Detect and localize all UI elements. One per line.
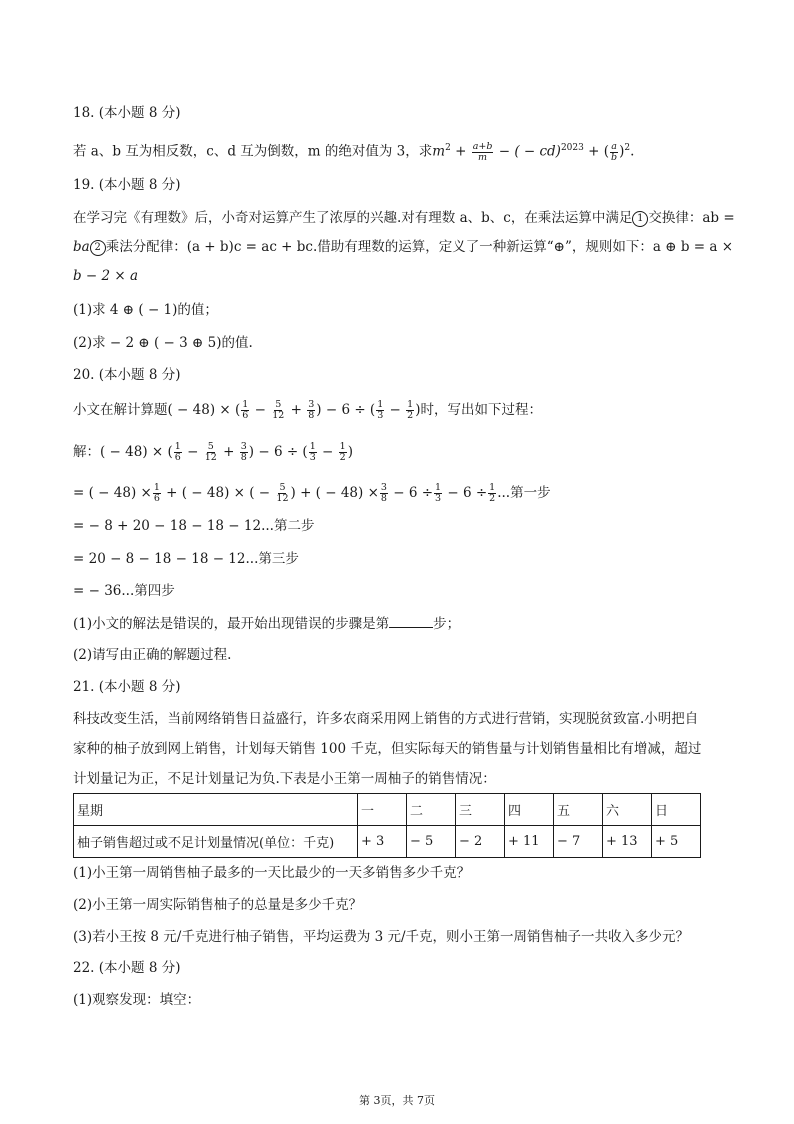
frac-1-3: $\frac{1}{3}$ xyxy=(309,441,316,463)
q20-intro-a: 小文在解计算题( − 48) × ( xyxy=(73,402,241,418)
table-row xyxy=(74,794,701,826)
table-cell: 三 xyxy=(456,794,505,826)
q21-sub3: (3)若小王按 8 元/千克进行柚子销售，平均运费为 3 元/千克，则小王第一周销售柚子一共收入多少元？ xyxy=(73,929,690,945)
q19-sub2: (2)求 − 2 ⊕ ( − 3 ⊕ 5)的值. xyxy=(73,335,253,351)
frac-5-12: $\frac{5}{12}$ xyxy=(276,482,289,504)
table-row xyxy=(74,826,701,858)
frac-1-2: $\frac{1}{2}$ xyxy=(489,482,496,504)
q20-step1 xyxy=(73,483,551,504)
q20-sol-minus: − xyxy=(182,444,203,460)
q21-para3: 计划量记为正，不足计划量记为负.下表是小王第一周柚子的销售情况： xyxy=(73,771,496,787)
q20-intro-minus: − xyxy=(385,402,406,418)
q18-expr3: + ( xyxy=(583,143,610,160)
frac-5-12: $\frac{5}{12}$ xyxy=(204,441,217,463)
frac-1-6: $\frac{1}{6}$ xyxy=(174,441,181,463)
q20-intro-d: ) − 6 ÷ ( xyxy=(316,402,376,418)
q18-expr2: − ( − cd) xyxy=(494,143,561,160)
table-cell: + 3 xyxy=(358,826,407,858)
q21-para1: 科技改变生活，当前网络销售日益盛行，许多农商采用网上销售的方式进行营销，实现脱贫致富.小明把自 xyxy=(73,711,699,727)
frac-1-3: $\frac{1}{3}$ xyxy=(435,482,442,504)
q18-text xyxy=(73,138,634,163)
q19-line1-text: 在学习完《有理数》后，小奇对运算产生了浓厚的兴趣.对有理数 a、b、c，在乘法运算中满足 xyxy=(73,210,633,226)
table-cell: 六 xyxy=(603,794,652,826)
table-cell: 一 xyxy=(358,794,407,826)
q20-header: 20. (本小题 8 分) xyxy=(73,367,181,383)
q18-sup2023: 2023 xyxy=(560,143,584,153)
q21-para2: 家种的柚子放到网上销售，计划每天销售 100 千克，但实际每天的销售量与计划销售量相比有增减，超过 xyxy=(73,741,702,757)
frac-3-8: $\frac{3}{8}$ xyxy=(308,399,315,421)
q21-header: 21. (本小题 8 分) xyxy=(73,679,181,695)
table-cell: + 5 xyxy=(652,826,701,858)
q20-step1-d: − 6 ÷ xyxy=(388,485,434,501)
q19-line3: b − 2 × a xyxy=(73,268,139,284)
table-cell: 二 xyxy=(407,794,456,826)
q21-sub1: (1)小王第一周销售柚子最多的一天比最少的一天多销售多少千克？ xyxy=(73,865,471,881)
q20-step1-f: ...第一步 xyxy=(497,485,551,501)
circled-two-icon: 2 xyxy=(90,240,106,256)
table-cell: − 2 xyxy=(456,826,505,858)
q20-sub1-b: 步； xyxy=(433,616,461,632)
q18-end: . xyxy=(630,143,635,160)
q18-frac: $\frac{a+b}{m}$ xyxy=(472,140,493,163)
page-footer: 第 3页，共 7页 xyxy=(359,1094,435,1107)
q18-sup-2b: 2 xyxy=(624,143,631,153)
q20-intro-e: )时，写出如下过程： xyxy=(415,402,542,418)
q20-sub2: (2)请写由正确的解题过程. xyxy=(73,647,232,663)
q20-sol-close: ) xyxy=(347,444,353,460)
frac-1-2: $\frac{1}{2}$ xyxy=(407,399,414,421)
q19-header: 19. (本小题 8 分) xyxy=(73,177,181,193)
q20-step2: = − 8 + 20 − 18 − 18 − 12...第二步 xyxy=(73,518,315,534)
q18-sup: 2 xyxy=(445,143,451,153)
q18-prompt: 若 a、b 互为相反数，c、d 互为倒数，m 的绝对值为 3，求 xyxy=(73,143,433,160)
q22-header: 22. (本小题 8 分) xyxy=(73,960,181,976)
table-cell: 柚子销售超过或不足计划量情况(单位：千克) xyxy=(74,826,358,858)
table-cell: − 7 xyxy=(554,826,603,858)
q20-intro-c: + xyxy=(286,402,307,418)
circled-one-icon: 1 xyxy=(632,211,648,227)
frac-1-6: $\frac{1}{6}$ xyxy=(242,399,249,421)
q18-close: ) xyxy=(619,143,625,160)
q20-step1-c: ) + ( − 48) × xyxy=(290,485,379,501)
q21-sub2: (2)小王第一周实际销售柚子的总量是多少千克？ xyxy=(73,897,363,913)
frac-1-6: $\frac{1}{6}$ xyxy=(153,482,160,504)
q20-sub1-a: (1)小文的解法是错误的，最开始出现错误的步骤是第 xyxy=(73,616,390,632)
answer-blank[interactable] xyxy=(389,613,433,628)
table-cell: − 5 xyxy=(407,826,456,858)
frac-1-3: $\frac{1}{3}$ xyxy=(377,399,384,421)
q18-header: 18. (本小题 8 分) xyxy=(73,105,181,121)
table-cell: + 13 xyxy=(603,826,652,858)
q20-sol-minus2: − xyxy=(317,444,338,460)
q20-sub1 xyxy=(73,613,460,634)
q19-line1-tail: 交换律：ab = xyxy=(648,210,735,226)
q22-sub1: (1)观察发现：填空： xyxy=(73,992,201,1008)
q20-step3: = 20 − 8 − 18 − 18 − 12...第三步 xyxy=(73,551,299,567)
q20-step1-a: = ( − 48) × xyxy=(73,485,152,501)
table-cell: + 11 xyxy=(505,826,554,858)
table-cell: 五 xyxy=(554,794,603,826)
q20-sol-label: 解：( − 48) × ( xyxy=(73,444,173,460)
q20-sol-div: ) − 6 ÷ ( xyxy=(248,444,308,460)
frac-3-8: $\frac{3}{8}$ xyxy=(380,482,387,504)
q20-sol-plus: + xyxy=(218,444,239,460)
q19-sub1: (1)求 4 ⊕ ( − 1)的值； xyxy=(73,302,218,318)
table-cell: 星期 xyxy=(74,794,358,826)
q20-step1-b: + ( − 48) × ( − xyxy=(161,485,275,501)
frac-5-12: $\frac{5}{12}$ xyxy=(272,399,285,421)
q20-step4: = − 36...第四步 xyxy=(73,583,175,599)
q18-frac2: $\frac{a}{b}$ xyxy=(611,140,618,163)
q20-intro xyxy=(73,400,542,421)
q20-step1-e: − 6 ÷ xyxy=(443,485,488,501)
q19-line2-head: ba xyxy=(73,239,90,255)
q20-solution xyxy=(73,442,353,463)
q19-line1 xyxy=(73,208,735,228)
frac-1-2: $\frac{1}{2}$ xyxy=(339,441,346,463)
table-cell: 四 xyxy=(505,794,554,826)
frac-3-8: $\frac{3}{8}$ xyxy=(240,441,247,463)
q19-line2 xyxy=(73,237,733,257)
q18-m: m xyxy=(432,143,446,160)
table-cell: 日 xyxy=(652,794,701,826)
q20-intro-b: − xyxy=(250,402,271,418)
q18-plus: + xyxy=(450,143,471,160)
q19-line2-tail: 乘法分配律：(a + b)c = ac + bc.借助有理数的运算，定义了一种新运算“⊕”，规则如下：a ⊕ b = a × xyxy=(105,239,734,255)
sales-table xyxy=(73,793,701,858)
